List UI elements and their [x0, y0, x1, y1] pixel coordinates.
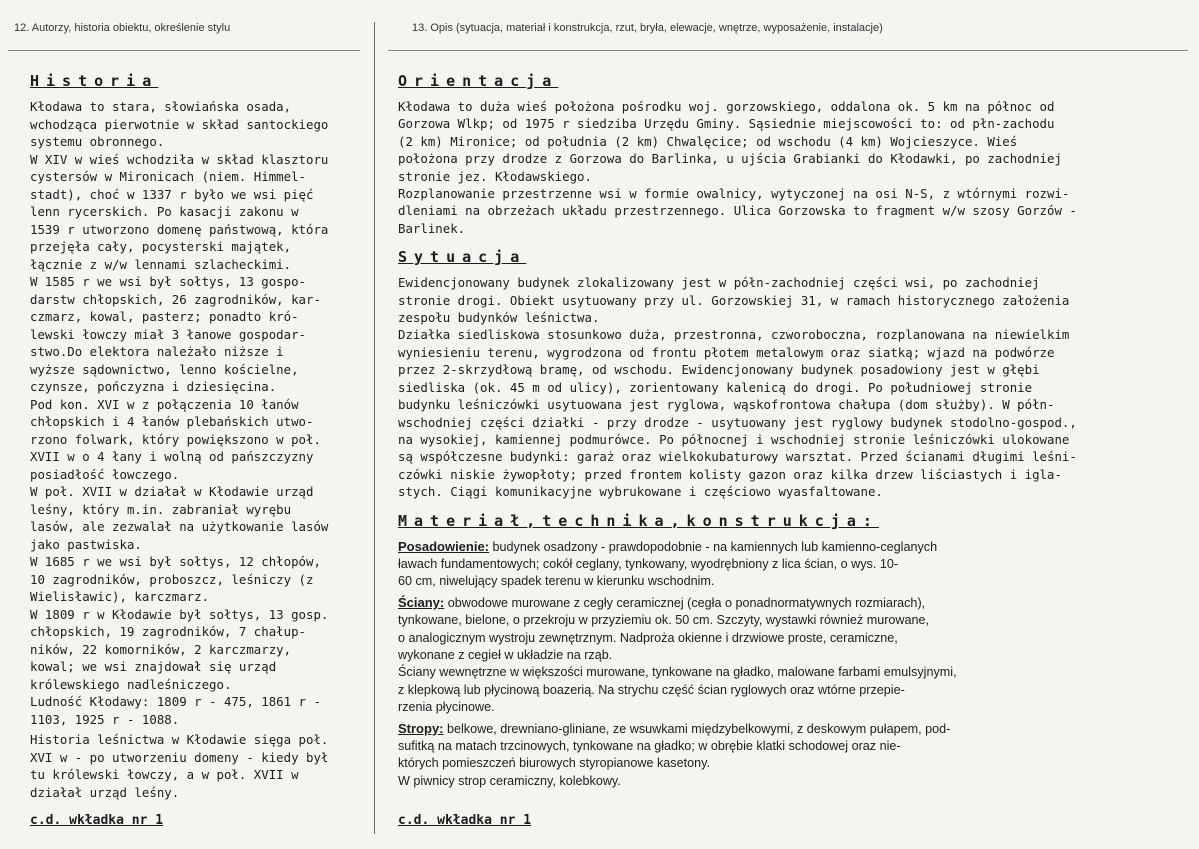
right-header-rule [388, 50, 1188, 51]
ceilings-text: belkowe, drewniano-gliniane, ze wsuwkami międzybelkowymi, z deskowym pułapem, pod- sufitką na matach trzcinowych, tynkowane na gładko; w obrębie klatki schodowej oraz nie- których pomieszczeń biurowych styropianowe kasetony. W piwnicy strop ceramiczny, kolebkowy. [398, 721, 951, 788]
ceilings-item [398, 720, 1168, 791]
history-title: Historia [30, 72, 159, 90]
walls-label: Ściany: [398, 594, 445, 610]
history-column [30, 72, 372, 801]
walls-text: obwodowe murowane z cegły ceramicznej (cegła o ponadnormatywnych rozmiarach), tynkowane, bielone, o przekroju w przyziemiu ok. 50 cm. Szczyty, wystawki również murowane, o analogicznym wystroju zewnętrznym. Nadproża okienne i drzwiowe proste, ceramiczne, wykonane z cegieł w układzie na rząb. Ściany wewnętrzne w większości murowane, tynkowane na gładko, malowane farbami emulsyjnymi, z klepkową lub płycinową boazerią. Na strychu część ścian ryglowych oraz wtórne przepie- rzenia płycinowe. [398, 595, 957, 715]
foundation-text: budynek osadzony - prawdopodobnie - na kamiennych lub kamienno-ceglanych ławach fundamentowych; cokół ceglany, tynkowany, wyodrębniony z lica ścian, o wys. 10- 60 cm, niwelujący spadek terenu w kierunku wschodnim. [398, 539, 938, 589]
column-divider [374, 22, 375, 834]
right-column-header: 13. Opis (sytuacja, materiał i konstrukcja, rzut, bryła, elewacje, wnętrze, wyposażenie, instalacje) [412, 22, 883, 34]
description-column [398, 72, 1168, 790]
left-header-rule [8, 50, 360, 51]
description-continued-note: c.d. wkładka nr 1 [398, 813, 532, 828]
situation-title: Sytuacja [398, 248, 527, 267]
ceilings-label: Stropy: [398, 720, 444, 736]
foundation-label: Posadowienie: [398, 538, 490, 554]
walls-item [398, 594, 1168, 717]
forestry-history-paragraph: Historia leśnictwa w Kłodawie sięga poł. XVI w - po utworzeniu domeny - kiedy był tu królewski łowczy, a w poł. XVII w działał urząd leśny. [30, 732, 329, 800]
orientation-title: Orientacja [398, 72, 559, 90]
foundation-item [398, 538, 1168, 591]
orientation-paragraph: Kłodawa to duża wieś położona pośrodku woj. gorzowskiego, oddalona ok. 5 km na północ od Gorzowa Wlkp; od 1975 r siedziba Urzędu Gminy. Sąsiednie miejscowości to: od płn-zachodu (2 km) Mironice; od południa (2 km) Chwalęcice; od wschodu (4 km) Wojcieszyce. Wieś położona przy drodze z Gorzowa do Barlinka, u ujścia Grabianki do Kłodawki, po zachodniej stronie jez. Kłodawskiego. Rozplanowanie przestrzenne wsi w formie owalnicy, wytyczonej na osi N-S, z wtórnymi rozwi- dleniami na obrzeżach układu przestrzennego. Ulica Gorzowska to fragment w/w szosy Gorzów - Barlinek. [398, 99, 1077, 236]
history-paragraph: Kłodawa to stara, słowiańska osada, wchodząca pierwotnie w skład santockiego systemu obronnego. W XIV w wieś wchodziła w skład klasztoru cystersów w Mironicach (niem. Himmel- stadt), choć w 1337 r było we wsi pięć lenn rycerskich. Po kasacji zakonu w 1539 r utworzono domenę państwową, która przejęła cały, pocysterski majątek, łącznie z w/w lennami szlacheckimi. W 1585 r we wsi był sołtys, 13 gospo- darstw chłopskich, 26 zagrodników, kar- czmarz, kowal, pasterz; ponadto kró- lewski łowczy miał 3 łanowe gospodar- stwo.Do elektora należało niższe i wyższe sądownictwo, lenno kościelne, czynsze, pończyzna i dziesięcina. Pod kon. XVI w z połączenia 10 łanów chłopskich i 4 łanów plebańskich utwo- rzono folwark, który powiększono w poł. XVII w o 4 łany i wolną od pańszczyzny posiadłość łowczego. W poł. XVII w działał w Kłodawie urząd leśny, który m.in. zabraniał wyrębu lasów, ale zezwalał na użytkowanie lasów jako pastwiska. W 1685 r we wsi był sołtys, 12 chłopów, 10 zagrodników, proboszcz, leśniczy (z Wielisławic), karczmarz. W 1809 r w Kłodawie był sołtys, 13 gosp. chłopskich, 19 zagrodników, 7 chałup- ników, 22 komorników, 2 karczmarzy, kowal; we wsi znajdował się urząd królewskiego nadleśniczego. Ludność Kłodawy: 1809 r - 475, 1861 r - 1103, 1925 r - 1088. [30, 99, 329, 727]
history-continued-note: c.d. wkładka nr 1 [30, 813, 164, 828]
material-title: Materiał,technika,konstrukcja: [398, 511, 879, 530]
situation-paragraph: Ewidencjonowany budynek zlokalizowany jest w półn-zachodniej części wsi, po zachodniej stronie drogi. Obiekt usytuowany przy ul. Gorzowskiej 31, w ramach historycznego założenia zespołu budynków leśnictwa. Działka siedliskowa stosunkowo duża, przestronna, czworoboczna, rozplanowana na niewielkim wyniesieniu terenu, wygrodzona od frontu płotem metalowym oraz siatką; wjazd na podwórze przez 2-skrzydłową bramę, od wschodu. Ewidencjonowany budynek posadowiony jest w głębi siedliska (ok. 45 m od ulicy), zorientowany kalenicą do drogi. Po południowej stronie budynku leśniczówki usytuowana jest ryglowa, wąskofrontowa chałupa (dom służby). W półn- wschodniej części działki - przy drodze - usytuowany jest ryglowy budynek stodolno-gospod., na wysokiej, kamiennej podmurówce. Po północnej i wschodniej stronie leśniczówki ulokowane są współczesne budynki: garaż oraz wielkokubaturowy warsztat. Przed ścianami długimi leśni- czówki niskie żywopłoty; przed frontem kolisty gazon oraz kilka drzew liściastych i igla- stych. Ciągi komunikacyjne wybrukowane i częściowo wyasfaltowane. [398, 275, 1077, 500]
left-column-header: 12. Autorzy, historia obiektu, określenie stylu [14, 22, 231, 34]
